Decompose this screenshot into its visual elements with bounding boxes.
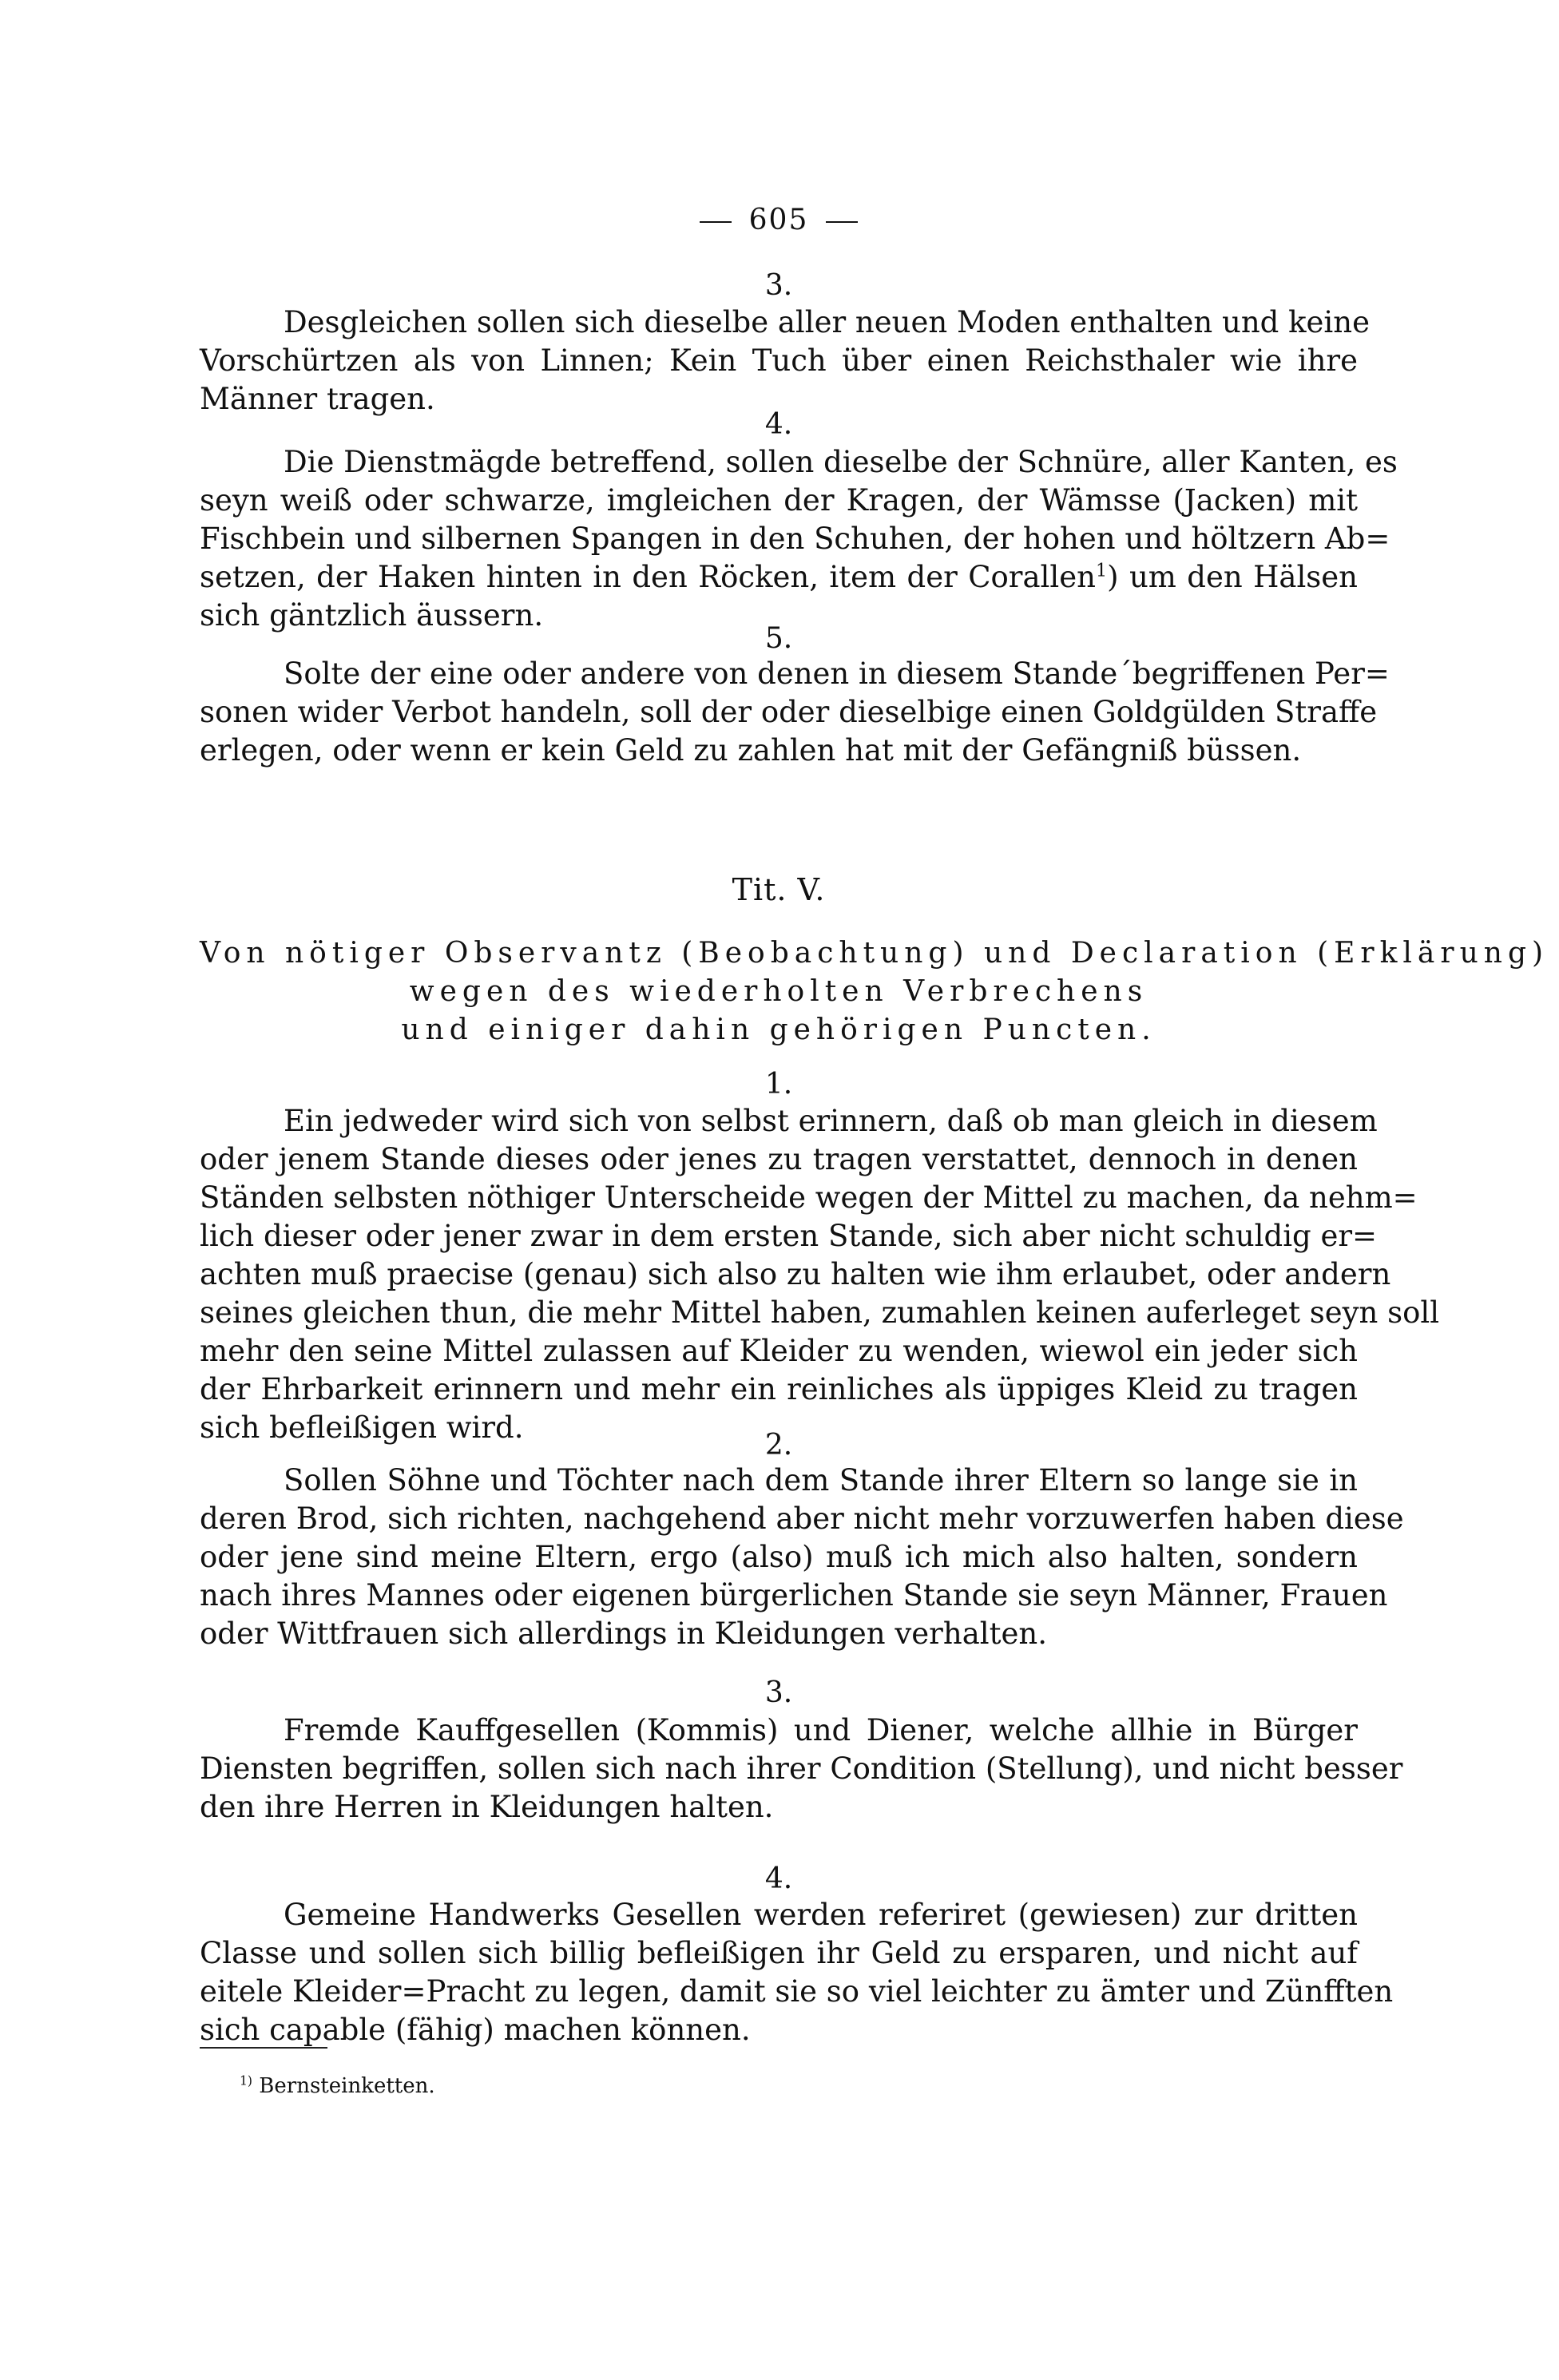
paragraph-line: der Ehrbarkeit erinnern und mehr ein reinliches als üppiges Kleid zu tragen [200, 1372, 1358, 1406]
heading-line: wegen des wiederholten Verbrechens [409, 975, 1148, 1008]
footnote [240, 2073, 435, 2100]
paragraph-line: lich dieser oder jener zwar in dem ersten Stande, sich aber nicht schuldig er= [200, 1219, 1378, 1253]
section-number: 3. [764, 269, 793, 302]
paragraph-line: seines gleichen thun, die mehr Mittel haben, zumahlen keinen auferleget seyn soll [200, 1295, 1440, 1330]
paragraph-line: sich gäntzlich äussern. [200, 598, 544, 633]
paragraph-line: Classe und sollen sich billig befleißigen ihr Geld zu ersparen, und nicht auf [200, 1936, 1358, 1970]
paragraph-line: Vorschürtzen als von Linnen; Kein Tuch über einen Reichsthaler wie ihre [200, 343, 1358, 378]
paragraph-line: Sollen Söhne und Töchter nach dem Stande ihrer Eltern so lange sie in [284, 1463, 1358, 1497]
paragraph-line: sich capable (fähig) machen können. [200, 2013, 751, 2047]
section-number: 4. [764, 408, 793, 441]
paragraph-line: nach ihres Mannes oder eigenen bürgerlichen Stande sie seyn Männer, Frauen [200, 1578, 1388, 1612]
paragraph-line: Die Dienstmägde betreffend, sollen dieselbe der Schnüre, aller Kanten, es [284, 445, 1398, 479]
paragraph-title-section-2 [200, 1462, 1404, 1653]
paragraph-line: oder Wittfrauen sich allerdings in Kleidungen verhalten. [200, 1616, 1047, 1651]
title-heading [200, 934, 1549, 1049]
paragraph-line: seyn weiß oder schwarze, imgleichen der Kragen, der Wämsse (Jacken) mit [200, 483, 1358, 518]
footnote-marker: 1) [240, 2073, 253, 2088]
section-number: 4. [764, 1862, 793, 1895]
paragraph-section-5 [200, 655, 1390, 770]
paragraph-section-3 [200, 303, 1370, 418]
paragraph-line: sich befleißigen wird. [200, 1410, 524, 1445]
paragraph-line: oder jenem Stande dieses oder jenes zu tragen verstattet, dennoch in denen [200, 1142, 1358, 1176]
paragraph-line: Diensten begriffen, sollen sich nach ihrer Condition (Stellung), und nicht besser [200, 1751, 1403, 1786]
paragraph-line: Ein jedweder wird sich von selbst erinnern, daß ob man gleich in diesem [284, 1104, 1378, 1138]
paragraph-line: Männer tragen. [200, 382, 435, 416]
dash-right [826, 221, 858, 223]
paragraph-line: eitele Kleider=Pracht zu legen, damit sie so viel leichter zu ämter und Zünfften [200, 1974, 1394, 2009]
page-number [200, 204, 1358, 236]
paragraph-line: Desgleichen sollen sich dieselbe aller neuen Moden enthalten und keine [284, 305, 1370, 339]
paragraph-line: Fischbein und silbernen Spangen in den Schuhen, der hohen und höltzern Ab= [200, 522, 1390, 556]
paragraph-line: mehr den seine Mittel zulassen auf Kleider zu wenden, wiewol ein jeder sich [200, 1334, 1358, 1368]
footnote-text: Bernsteinketten. [259, 2074, 435, 2098]
line-text: setzen, der Haken hinten in den Röcken, item der Corallen [200, 560, 1096, 594]
paragraph-title-section-3 [200, 1712, 1403, 1827]
section-number: 5. [764, 622, 793, 655]
heading-line: und einiger dahin gehörigen Puncten. [401, 1013, 1156, 1046]
footnote-ref[interactable]: 1 [1095, 560, 1108, 581]
paragraph-line: Solte der eine oder andere von denen in diesem Stande´begriffenen Per= [284, 656, 1390, 691]
paragraph-line: oder jene sind meine Eltern, ergo (also) muß ich mich also halten, sondern [200, 1540, 1358, 1574]
section-number: 1. [764, 1068, 793, 1101]
section-number: 3. [764, 1676, 793, 1709]
paragraph-line: erlegen, oder wenn er kein Geld zu zahlen hat mit der Gefängniß büssen. [200, 733, 1302, 768]
dash-left [700, 221, 732, 223]
page-number-value: 605 [748, 204, 809, 236]
paragraph-section-4 [200, 443, 1398, 635]
line-text: ) um den Hälsen [1107, 560, 1358, 594]
paragraph-line: Ständen selbsten nöthiger Unterscheide wegen der Mittel zu machen, da nehm= [200, 1180, 1418, 1215]
paragraph-line: Fremde Kauffgesellen (Kommis) und Diener, welche allhie in Bürger [284, 1713, 1358, 1747]
paragraph-title-section-4 [200, 1896, 1394, 2049]
paragraph-line [200, 558, 1358, 597]
section-number: 2. [764, 1429, 793, 1462]
heading-line: Von nötiger Observantz (Beobachtung) und Declaration (Erklärung) [200, 937, 1549, 970]
paragraph-line: deren Brod, sich richten, nachgehend aber nicht mehr vorzuwerfen haben diese [200, 1501, 1404, 1536]
title-label: Tit. V. [732, 872, 826, 907]
footnote-divider [200, 2047, 327, 2049]
paragraph-line: sonen wider Verbot handeln, soll der oder dieselbige einen Goldgülden Straffe [200, 695, 1378, 729]
paragraph-line: Gemeine Handwerks Gesellen werden referiret (gewiesen) zur dritten [284, 1898, 1358, 1932]
paragraph-line: den ihre Herren in Kleidungen halten. [200, 1790, 774, 1824]
paragraph-title-section-1 [200, 1102, 1440, 1447]
paragraph-line: achten muß praecise (genau) sich also zu halten wie ihm erlaubet, oder andern [200, 1257, 1391, 1291]
